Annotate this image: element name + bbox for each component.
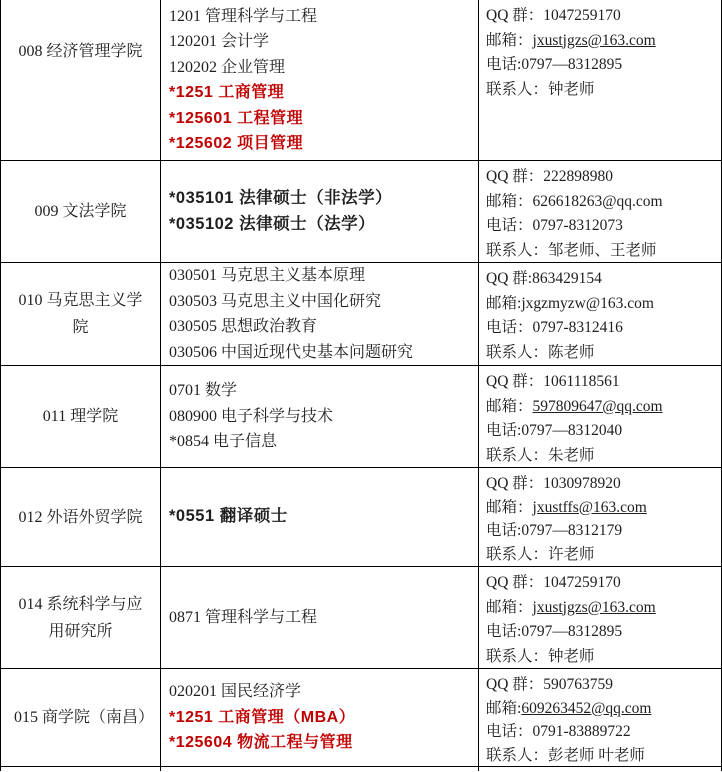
qq-group-number: 590763759 — [543, 676, 614, 693]
qq-group-number: 1030978920 — [543, 475, 621, 492]
table-row — [0, 567, 722, 669]
qq-group-line — [486, 673, 717, 697]
contact-label: 电话： — [486, 217, 533, 234]
contact-label: QQ 群： — [486, 7, 544, 24]
program-list — [161, 161, 479, 262]
contact-label: 邮箱： — [486, 397, 533, 415]
phone-number: 0797—8312895 — [521, 623, 623, 640]
contact-label: QQ 群： — [486, 475, 544, 492]
contact-label: 联系人： — [486, 746, 549, 764]
contact-label: QQ 群: — [486, 270, 533, 287]
program-item-special: *125604 物流工程与管理 — [169, 734, 353, 752]
program-list — [161, 263, 479, 365]
table-row — [0, 366, 722, 468]
program-list — [161, 468, 479, 566]
contact-label: QQ 群： — [486, 676, 544, 693]
contact-person: 许老师 — [548, 545, 595, 563]
qq-group-line — [486, 370, 717, 395]
contact-person: 彭老师 叶老师 — [548, 746, 645, 764]
qq-group-number: 222898980 — [543, 168, 614, 185]
email-link[interactable]: 609263452@qq.com — [521, 699, 652, 717]
phone-line — [486, 620, 717, 645]
program-item-special: *125601 工程管理 — [169, 109, 304, 127]
contact-info — [479, 0, 722, 160]
contact-label: 电话: — [486, 56, 522, 73]
qq-group-number: 1047259170 — [543, 574, 621, 591]
email-line — [486, 596, 717, 621]
email-link[interactable]: jxustjgzs@163.com — [532, 598, 656, 616]
program-item: 080900 电子科学与技术 — [169, 407, 334, 425]
email-line — [486, 190, 717, 215]
contact-person: 陈老师 — [548, 343, 595, 361]
phone-line — [486, 214, 717, 239]
email-link[interactable]: 597809647@qq.com — [532, 397, 663, 415]
program-item: 030503 马克思主义中国化研究 — [169, 292, 382, 310]
qq-group-line — [486, 472, 717, 496]
contact-label: 邮箱： — [486, 31, 533, 49]
contact-label: 电话: — [486, 623, 522, 640]
contact-label: 电话: — [486, 422, 522, 439]
contact-person: 钟老师 — [548, 647, 595, 665]
program-item-special: *0551 翻译硕士 — [169, 507, 288, 526]
contact-label: 联系人： — [486, 647, 549, 665]
contact-person: 朱老师 — [548, 446, 595, 464]
contact-label: 电话: — [486, 522, 522, 539]
contact-person-line — [486, 543, 717, 567]
contact-label: QQ 群： — [486, 373, 544, 390]
contact-info — [479, 669, 722, 766]
qq-group-line — [486, 4, 717, 29]
email-line — [486, 697, 717, 721]
contact-label: 联系人： — [486, 343, 549, 361]
contact-person-line — [486, 78, 717, 103]
qq-group-line — [486, 571, 717, 596]
email-text: 626618263@qq.com — [532, 192, 663, 210]
contact-info — [479, 366, 722, 467]
qq-group-number: 863429154 — [532, 270, 602, 287]
table-row — [0, 263, 722, 366]
contact-person-line — [486, 645, 717, 670]
contact-label: QQ 群： — [486, 168, 544, 185]
contact-label: 联系人： — [486, 545, 549, 563]
phone-number: 0797-8312416 — [532, 319, 623, 336]
program-item: *0854 电子信息 — [169, 433, 278, 451]
college-name — [0, 767, 161, 771]
email-text: jxgzmyzw@163.com — [521, 294, 654, 312]
table-row-partial — [0, 767, 722, 771]
contact-label: 电话： — [486, 319, 533, 336]
program-list — [161, 567, 479, 668]
contact-label: 联系人： — [486, 241, 549, 259]
contact-info — [479, 263, 722, 365]
contact-info — [479, 767, 722, 771]
program-list — [161, 0, 479, 160]
contact-label: 邮箱: — [486, 699, 522, 717]
college-name: 012 外语外贸学院 — [0, 468, 161, 566]
contact-person-line — [486, 341, 717, 366]
college-name: 014 系统科学与应用研究所 — [0, 567, 161, 668]
table-row — [0, 161, 722, 263]
program-item: 0871 管理科学与工程 — [169, 608, 318, 626]
email-line — [486, 29, 717, 54]
college-name: 009 文法学院 — [0, 161, 161, 262]
program-item: 030506 中国近现代史基本问题研究 — [169, 343, 414, 361]
phone-line — [486, 419, 717, 444]
contact-person-line — [486, 744, 717, 768]
phone-line — [486, 53, 717, 78]
contact-label: 邮箱： — [486, 598, 533, 616]
program-list — [161, 767, 479, 771]
program-item: 030501 马克思主义基本原理 — [169, 267, 366, 284]
program-item: 120201 会计学 — [169, 33, 270, 50]
email-line — [486, 496, 717, 520]
contact-label: 邮箱： — [486, 192, 533, 210]
college-name: 015 商学院（南昌） — [0, 669, 161, 766]
program-item-special: *1251 工商管理（MBA） — [169, 708, 356, 726]
email-line — [486, 395, 717, 420]
contact-person-line — [486, 444, 717, 469]
program-item: 030505 思想政治教育 — [169, 318, 318, 335]
phone-number: 0797—8312895 — [521, 56, 623, 73]
contact-person: 邹老师、王老师 — [548, 241, 657, 259]
contact-label: 联系人： — [486, 80, 549, 98]
contact-label: 电话： — [486, 723, 533, 740]
qq-group-number: 1061118561 — [543, 373, 620, 390]
qq-group-number: 1047259170 — [543, 7, 621, 24]
program-item: 0701 数学 — [169, 382, 238, 400]
contact-info — [479, 567, 722, 668]
program-item: 120202 企业管理 — [169, 58, 286, 76]
program-item-special: *1251 工商管理 — [169, 84, 285, 101]
program-item-special: *035102 法律硕士（法学） — [169, 214, 376, 233]
phone-number: 0791-83889722 — [532, 723, 631, 740]
contact-info — [479, 161, 722, 262]
contact-label: QQ 群： — [486, 574, 544, 591]
contact-label: 邮箱: — [486, 294, 522, 312]
contact-label: 联系人： — [486, 446, 549, 464]
phone-line — [486, 519, 717, 543]
program-list — [161, 669, 479, 766]
program-list — [161, 366, 479, 467]
contact-person: 钟老师 — [548, 80, 595, 98]
college-name: 010 马克思主义学院 — [0, 263, 161, 365]
phone-line — [486, 720, 717, 744]
phone-number: 0797—8312179 — [521, 522, 623, 539]
contact-info — [479, 468, 722, 566]
phone-line — [486, 316, 717, 341]
table-row — [0, 0, 722, 161]
email-line — [486, 292, 717, 317]
phone-number: 0797-8312073 — [532, 217, 623, 234]
program-item: 1201 管理科学与工程 — [169, 7, 318, 25]
email-link[interactable]: jxustffs@163.com — [532, 498, 647, 516]
program-item-special: *125602 项目管理 — [169, 135, 304, 152]
contact-label: 邮箱： — [486, 498, 533, 516]
program-item-special: *035101 法律硕士（非法学） — [169, 189, 393, 207]
contact-person-line — [486, 239, 717, 264]
qq-group-line — [486, 267, 717, 292]
table-row — [0, 468, 722, 567]
college-name: 008 经济管理学院 — [0, 0, 161, 160]
qq-group-line — [486, 165, 717, 190]
college-name: 011 理学院 — [0, 366, 161, 467]
phone-number: 0797—8312040 — [521, 422, 623, 439]
email-link[interactable]: jxustjgzs@163.com — [532, 31, 656, 49]
program-item: 020201 国民经济学 — [169, 683, 302, 701]
table-row — [0, 669, 722, 767]
